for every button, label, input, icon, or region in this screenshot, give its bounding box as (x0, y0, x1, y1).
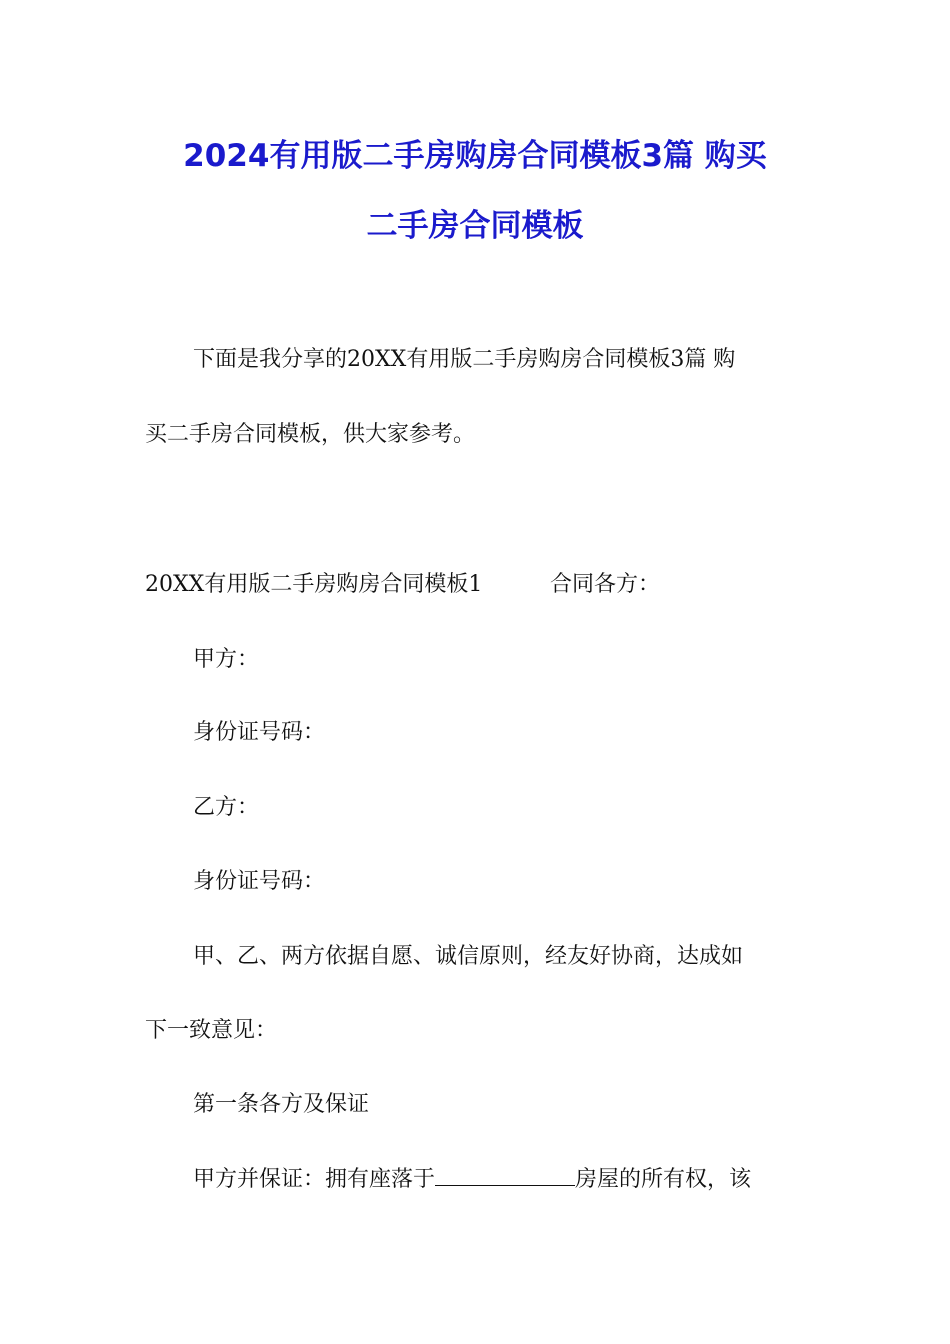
intro-paragraph-line-1: 下面是我分享的20XX有用版二手房购房合同模板3篇 购 (193, 347, 736, 372)
party-a-id-label: 身份证号码： (193, 720, 326, 745)
agreement-paragraph-line-2: 下一致意见： (145, 1018, 278, 1043)
article-1-text-before-blank: 甲方并保证：拥有座落于 (193, 1167, 436, 1192)
document-title-line-1: 2024有用版二手房购房合同模板3篇 购买 (183, 138, 767, 174)
article-1-paragraph (193, 1165, 751, 1195)
section-heading (145, 570, 482, 600)
agreement-paragraph-line-1: 甲、乙、两方依据自愿、诚信原则，经友好协商，达成如 (193, 944, 744, 969)
party-b-label: 乙方： (193, 795, 260, 820)
article-1-text-after-blank: 房屋的所有权，该 (575, 1167, 752, 1192)
document-title-line-2: 二手房合同模板 (366, 208, 584, 244)
party-b-id-label: 身份证号码： (193, 869, 326, 894)
party-a-label: 甲方： (193, 647, 260, 672)
fill-in-blank-underline (435, 1165, 575, 1186)
section-heading-title: 20XX有用版二手房购房合同模板1 (145, 572, 483, 597)
intro-paragraph-line-2: 买二手房合同模板，供大家参考。 (145, 422, 476, 447)
article-1-heading: 第一条各方及保证 (193, 1092, 370, 1117)
section-subheading: 合同各方： (550, 572, 661, 597)
